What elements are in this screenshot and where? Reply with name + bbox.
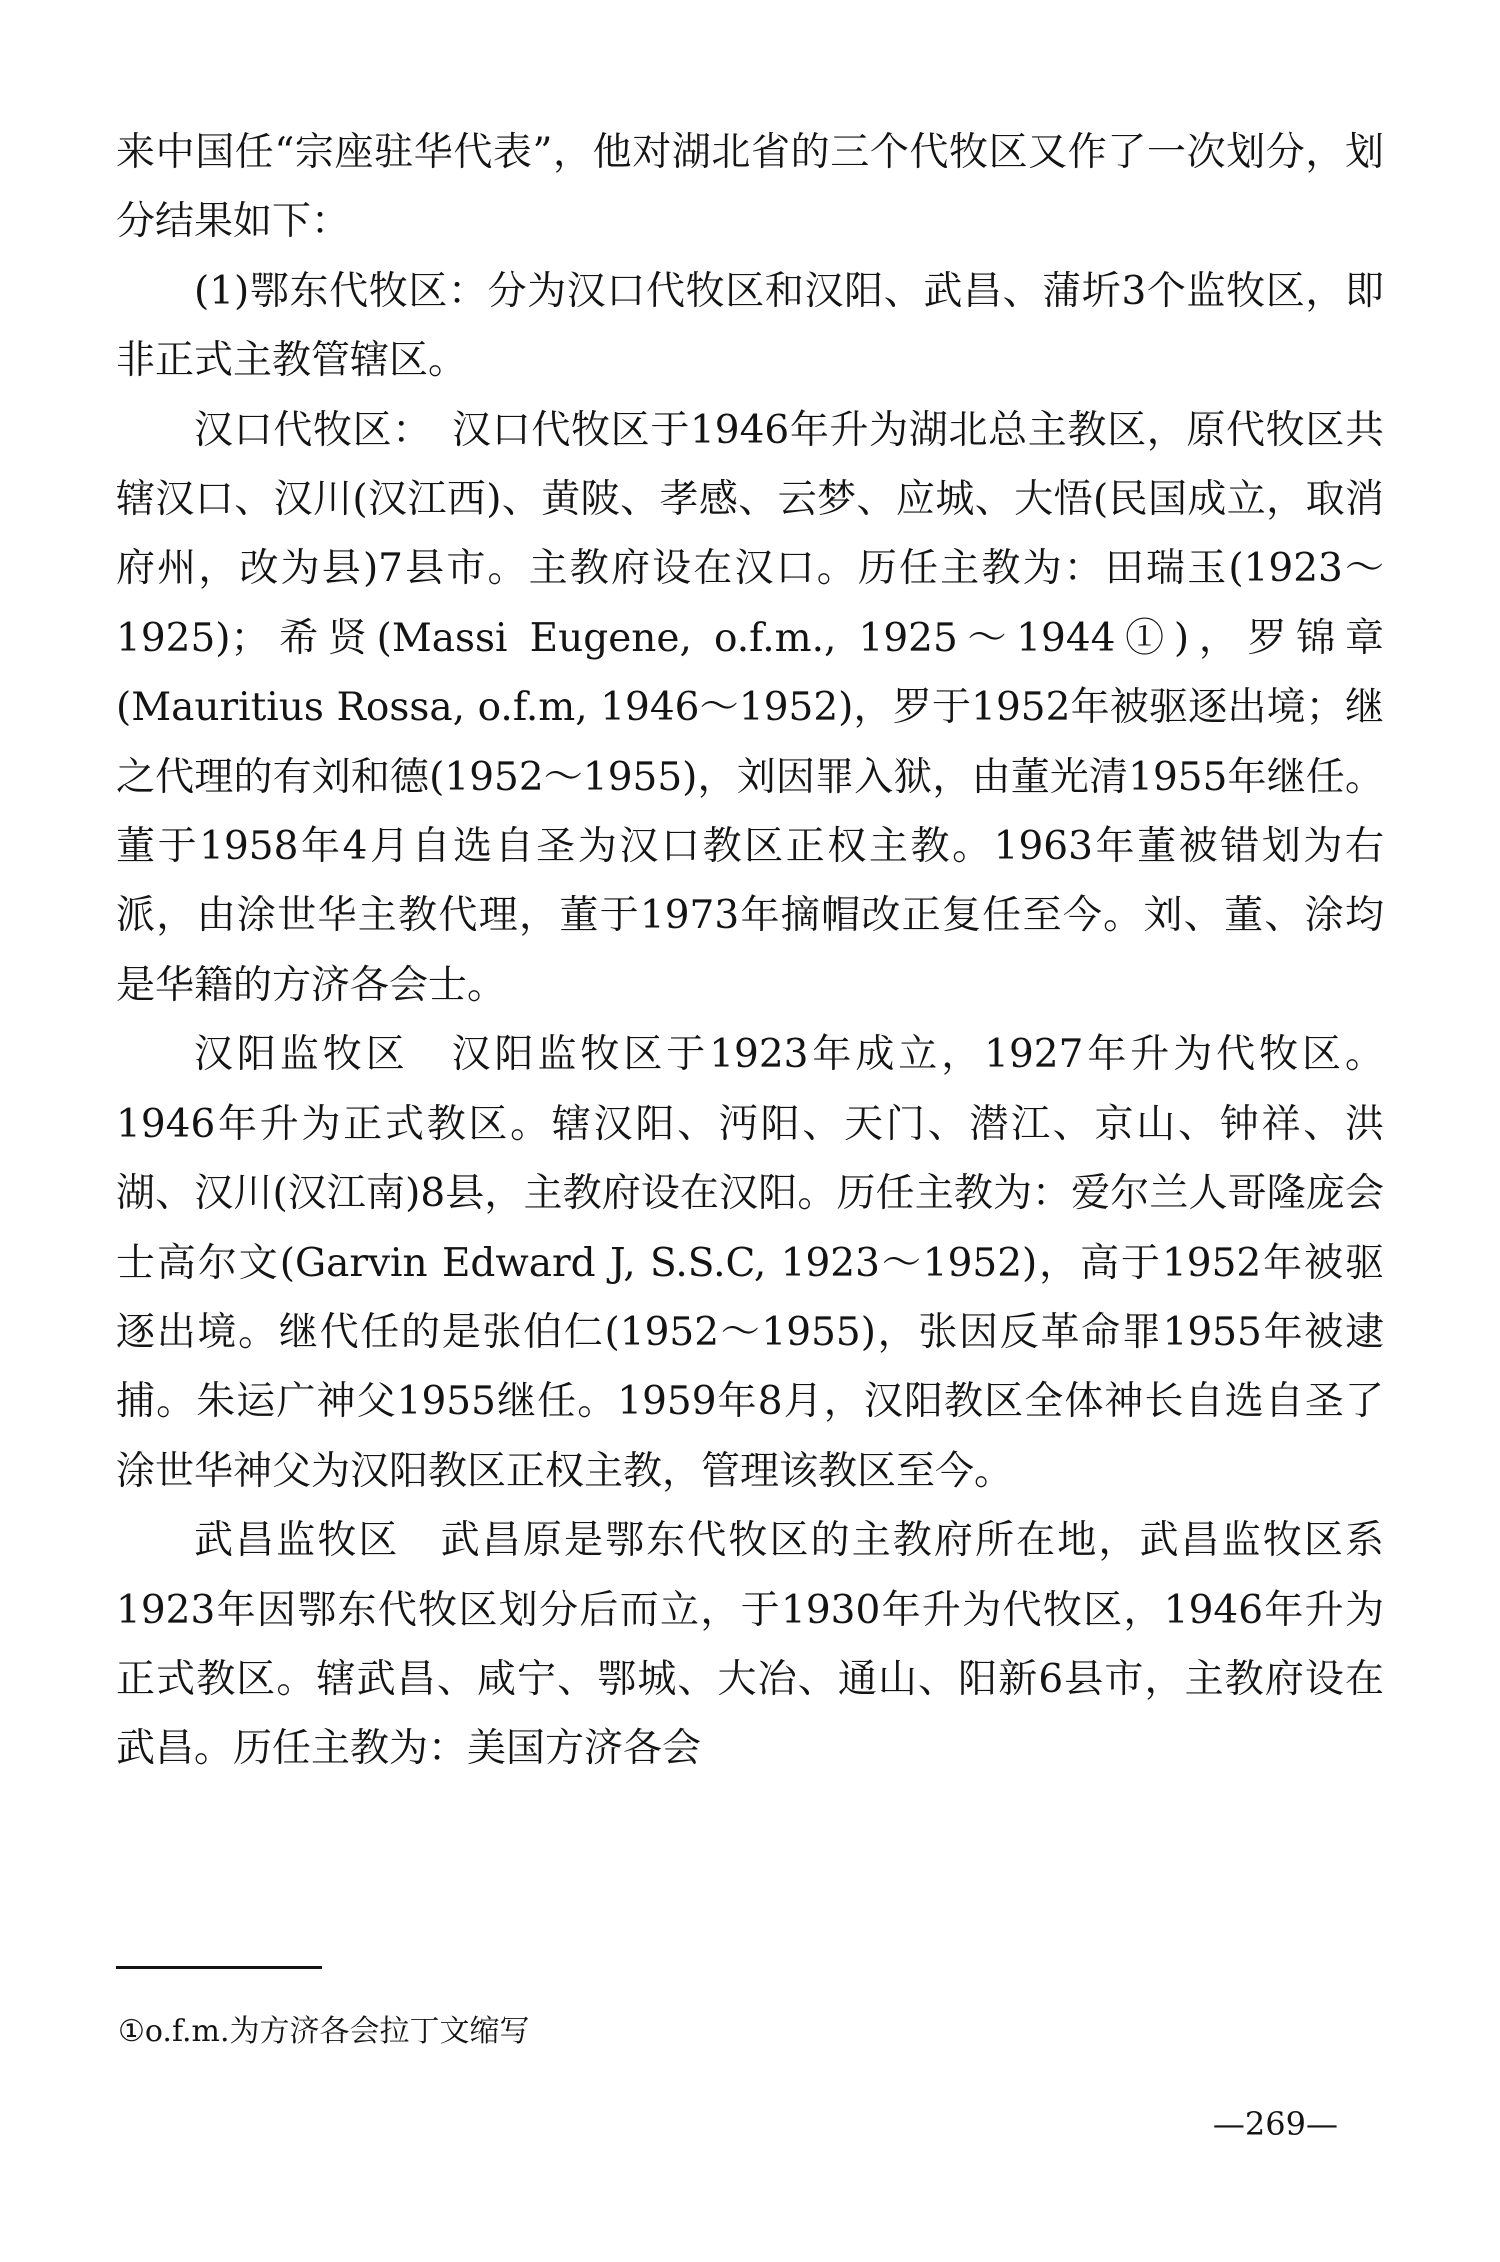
- footnote-divider: [116, 1966, 322, 1969]
- paragraph-hanyang-prefecture: 汉阳监牧区 汉阳监牧区于1923年成立，1927年升为代牧区。1946年升为正式教区。辖汉阳、沔阳、天门、潜江、京山、钟祥、洪湖、汉川(汉江南)8县，主教府设在汉阳。历任主教为：爱尔兰人哥隆庞会士高尔文(Garvin Edward J, S.S.C, 1923～1952)，高于1952年被驱逐出境。继代任的是张伯仁(1952～1955)，张因反革命罪1955年被逮捕。朱运广神父1955继任。1959年8月，汉阳教区全体神长自选自圣了涂世华神父为汉阳教区正权主教，管理该教区至今。: [116, 1032, 1384, 1494]
- footnote: ①o.f.m.为方济各会拉丁文缩写: [118, 2014, 530, 2049]
- paragraph-continuation: 来中国任“宗座驻华代表”，他对湖北省的三个代牧区又作了一次划分，划分结果如下：: [116, 130, 1384, 245]
- body-text: [116, 118, 1384, 1784]
- paragraph-wuchang-prefecture: 武昌监牧区 武昌原是鄂东代牧区的主教府所在地，武昌监牧区系1923年因鄂东代牧区划分后而立，于1930年升为代牧区，1946年升为正式教区。辖武昌、咸宁、鄂城、大冶、通山、阳新6县市，主教府设在武昌。历任主教为：美国方济各会: [116, 1518, 1384, 1772]
- page-number: —269—: [1212, 2105, 1338, 2143]
- paragraph-edong-vicariate: (1)鄂东代牧区：分为汉口代牧区和汉阳、武昌、蒲圻3个监牧区，即非正式主教管辖区。: [116, 268, 1384, 384]
- paragraph-hankou-vicariate: 汉口代牧区： 汉口代牧区于1946年升为湖北总主教区，原代牧区共辖汉口、汉川(汉江西)、黄陂、孝感、云梦、应城、大悟(民国成立，取消府州，改为县)7县市。主教府设在汉口。历任主教为：田瑞玉(1923～1925)；希贤(Massi Eugene, o.f.m., 1925～1944①)，罗锦章(Mauritius Rossa, o.f.m, 1946～1952)，罗于1952年被驱逐出境；继之代理的有刘和德(1952～1955)，刘因罪入狱，由董光清1955年继任。董于1958年4月自选自圣为汉口教区正权主教。1963年董被错划为右派，由涂世华主教代理，董于1973年摘帽改正复任至今。刘、董、涂均是华籍的方济各会士。: [116, 407, 1384, 1008]
